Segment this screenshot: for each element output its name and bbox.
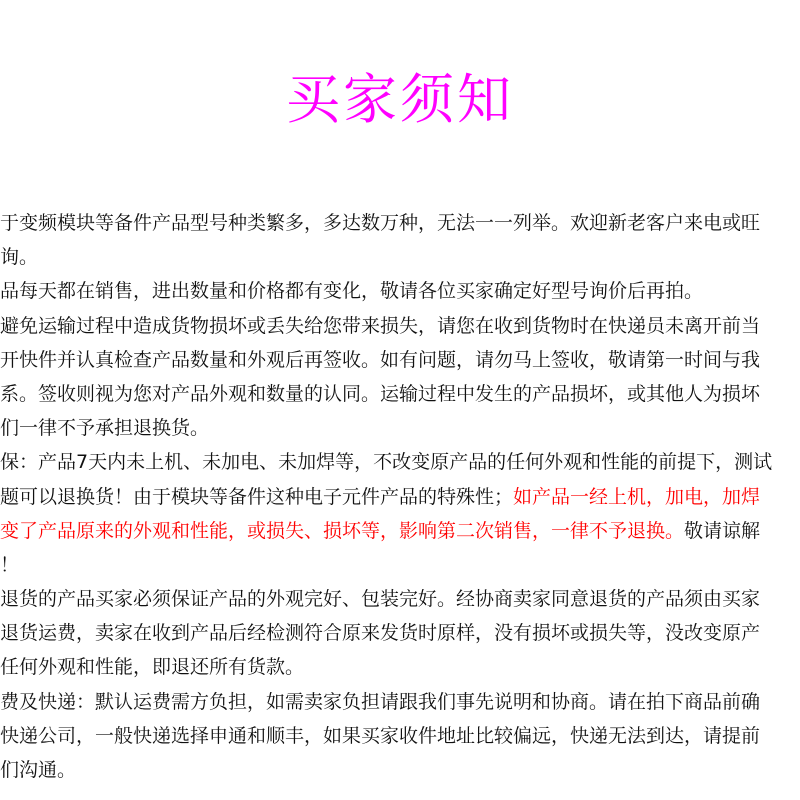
text-line	[0, 685, 800, 719]
text-line	[0, 377, 800, 411]
line-text: 快递公司，一般快递选择申通和顺丰，如果买家收件地址比较偏远，快递无法到达，请提前	[0, 724, 761, 747]
text-line	[0, 274, 800, 308]
text-line	[0, 343, 800, 377]
text-line	[0, 445, 800, 479]
text-line	[0, 719, 800, 753]
text-line	[0, 514, 800, 548]
line-text: 退货的产品买家必须保证产品的外观完好、包装完好。经协商卖家同意退货的产品须由买家	[0, 588, 761, 611]
line-text: 们沟通。	[0, 759, 77, 781]
text-line	[0, 650, 800, 684]
text-line	[0, 480, 800, 514]
line-text: 题可以退换货！由于模块等备件这种电子元件产品的特殊性；	[0, 485, 514, 508]
line-text: 保：产品7天内未上机、未加电、未加焊等，不改变原产品的任何外观和性能的前提下，测试	[0, 451, 773, 474]
page-title: 买家须知	[286, 68, 514, 131]
line-text: 避免运输过程中造成货物损坏或丢失给您带来损失，请您在收到货物时在快递员未离开前当	[0, 314, 761, 337]
notice-body	[0, 206, 800, 787]
emphasis-text: 如产品一经上机，加电，加焊	[513, 485, 761, 508]
line-text: 退货运费，卖家在收到产品后经检测符合原来发货时原样，没有损坏或损失等，没改变原产	[0, 622, 761, 645]
text-line	[0, 240, 800, 274]
text-line	[0, 411, 800, 445]
line-text: 品每天都在销售，进出数量和价格都有变化，敬请各位买家确定好型号询价后再拍。	[0, 280, 704, 303]
text-line	[0, 309, 800, 343]
line-text: 敬请谅解	[684, 519, 761, 542]
text-line	[0, 548, 800, 582]
line-text: 们一律不予承担退换货。	[0, 417, 210, 440]
text-line	[0, 753, 800, 787]
emphasis-text: 变了产品原来的外观和性能，或损失、损坏等，影响第二次销售，一律不予退换。	[0, 519, 685, 542]
text-line	[0, 582, 800, 616]
line-text: 询。	[0, 246, 39, 269]
text-line	[0, 206, 800, 240]
line-text: 费及快递：默认运费需方负担，如需卖家负担请跟我们事先说明和协商。请在拍下商品前确	[0, 690, 761, 713]
line-text: 系。签收则视为您对产品外观和数量的认同。运输过程中发生的产品损坏，或其他人为损坏	[0, 382, 761, 405]
line-text: ！	[0, 553, 20, 576]
text-line	[0, 616, 800, 650]
line-text: 于变频模块等备件产品型号种类繁多，多达数万种，无法一一列举。欢迎新老客户来电或旺	[0, 212, 761, 234]
line-text: 开快件并认真检查产品数量和外观后再签收。如有问题，请勿马上签收，敬请第一时间与我	[0, 348, 761, 371]
line-text: 任何外观和性能，即退还所有货款。	[0, 656, 305, 679]
